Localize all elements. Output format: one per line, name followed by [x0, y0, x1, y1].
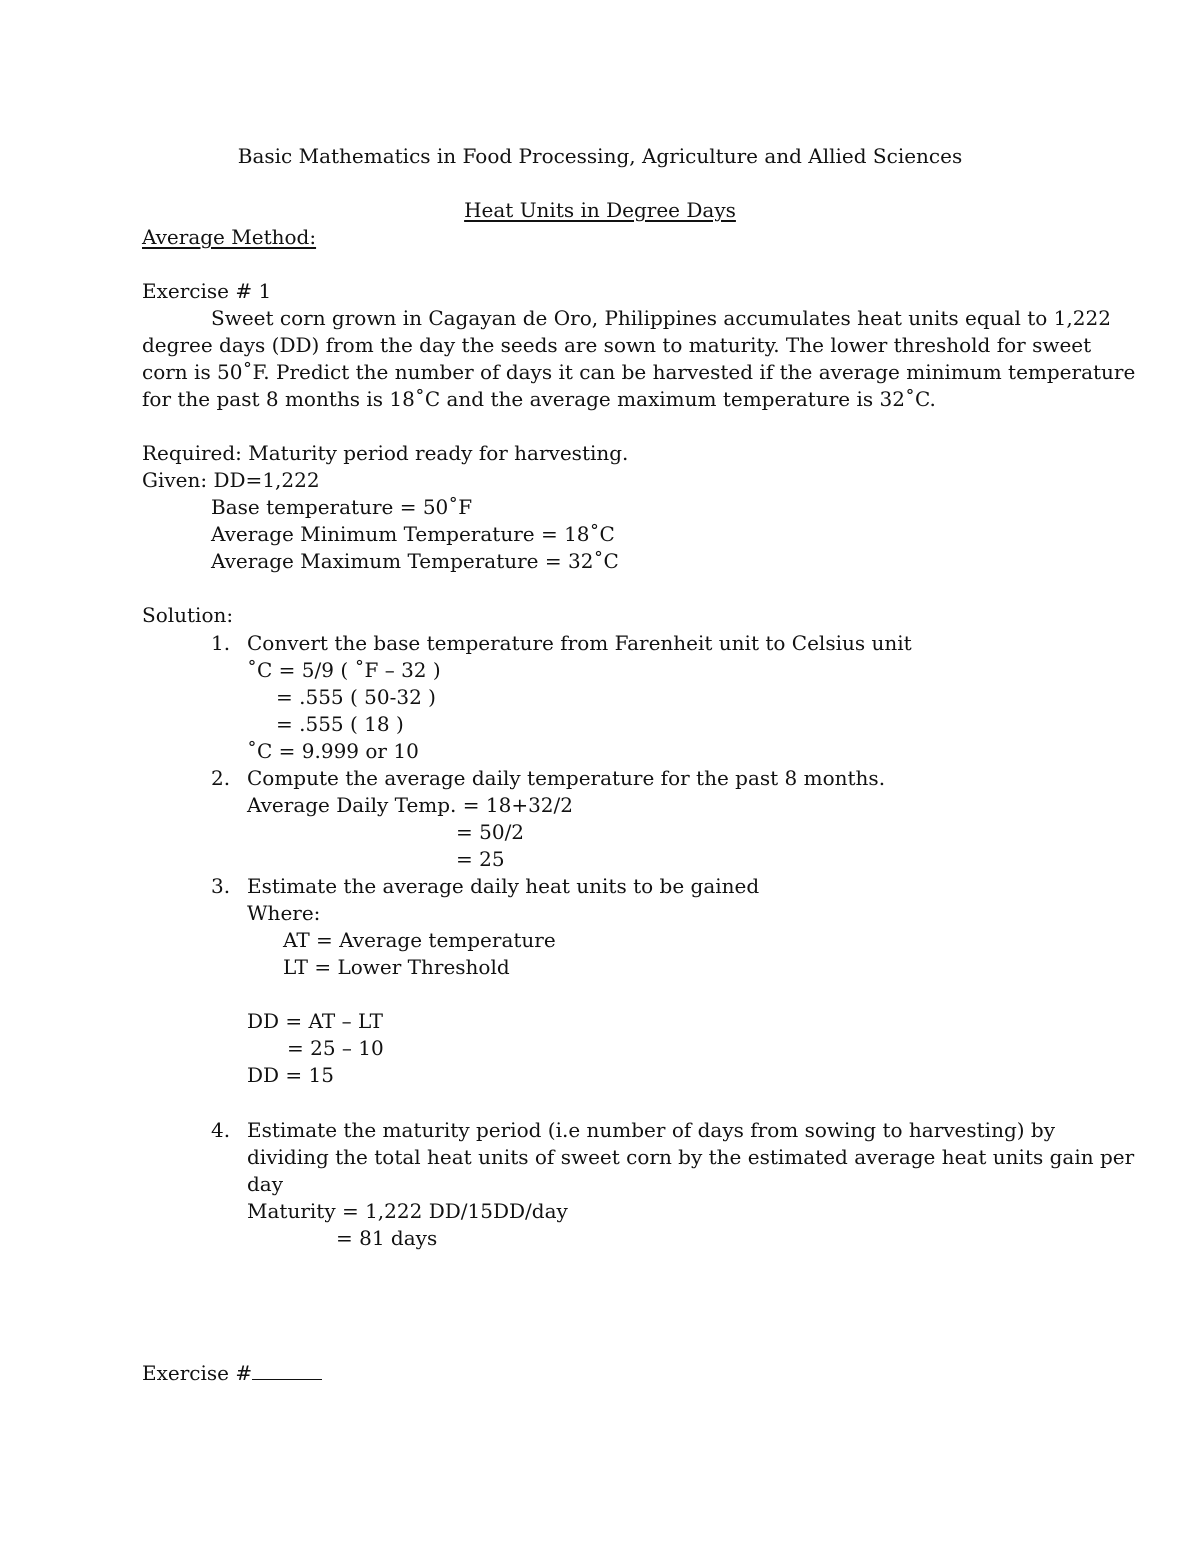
step-line: LT = Lower Threshold [283, 955, 510, 979]
step-line: = 50/2 [456, 820, 525, 844]
problem-line: for the past 8 months is 18˚C and the average maximum temperature is 32˚C. [142, 387, 936, 411]
step-number: 4. [211, 1118, 231, 1142]
course-title: Basic Mathematics in Food Processing, Agriculture and Allied Sciences [237, 144, 963, 168]
topic-title-text: Heat Units in Degree Days [464, 198, 736, 222]
topic-title [0, 197, 1200, 224]
fill-in-blank-line [252, 1363, 322, 1380]
step-number: 2. [211, 766, 231, 790]
given-label: Given: DD=1,222 [142, 468, 320, 492]
step-line: ˚C = 9.999 or 10 [247, 739, 419, 763]
step-line: DD = 15 [247, 1063, 334, 1087]
required-statement: Required: Maturity period ready for harvesting. [142, 441, 629, 465]
step-line: day [247, 1172, 284, 1196]
step-line: = 81 days [336, 1226, 438, 1250]
step-line: DD = AT – LT [247, 1009, 383, 1033]
exercise-heading-blank [142, 1360, 322, 1387]
step-line: ˚C = 5/9 ( ˚F – 32 ) [247, 658, 441, 682]
problem-line: degree days (DD) from the day the seeds are sown to maturity. The lower threshold for sweet [142, 333, 1092, 357]
exercise-heading: Exercise # 1 [142, 279, 272, 303]
step-number: 1. [211, 631, 231, 655]
method-heading: Average Method: [142, 225, 317, 249]
step-line: = .555 ( 50-32 ) [276, 685, 436, 709]
step-line: Maturity = 1,222 DD/15DD/day [247, 1199, 568, 1223]
step-line: dividing the total heat units of sweet corn by the estimated average heat units gain per [247, 1145, 1135, 1169]
given-item: Average Minimum Temperature = 18˚C [211, 522, 615, 546]
problem-line: corn is 50˚F. Predict the number of days it can be harvested if the average minimum temperature [142, 360, 1136, 384]
step-line: AT = Average temperature [283, 928, 556, 952]
step-line: = 25 – 10 [287, 1036, 384, 1060]
step-number: 3. [211, 874, 231, 898]
step-text: Estimate the maturity period (i.e number of days from sowing to harvesting) by [247, 1118, 1056, 1142]
problem-line: Sweet corn grown in Cagayan de Oro, Philippines accumulates heat units equal to 1,222 [211, 306, 1111, 330]
solution-label: Solution: [142, 603, 234, 627]
step-text: Compute the average daily temperature for the past 8 months. [247, 766, 886, 790]
step-line: = .555 ( 18 ) [276, 712, 404, 736]
given-item: Average Maximum Temperature = 32˚C [211, 549, 619, 573]
step-line: Where: [247, 901, 321, 925]
step-line: Average Daily Temp. = 18+32/2 [247, 793, 573, 817]
exercise-heading-text: Exercise # [142, 1361, 253, 1385]
step-line: = 25 [456, 847, 505, 871]
given-item: Base temperature = 50˚F [211, 495, 473, 519]
step-text: Convert the base temperature from Farenheit unit to Celsius unit [247, 631, 912, 655]
step-text: Estimate the average daily heat units to be gained [247, 874, 760, 898]
